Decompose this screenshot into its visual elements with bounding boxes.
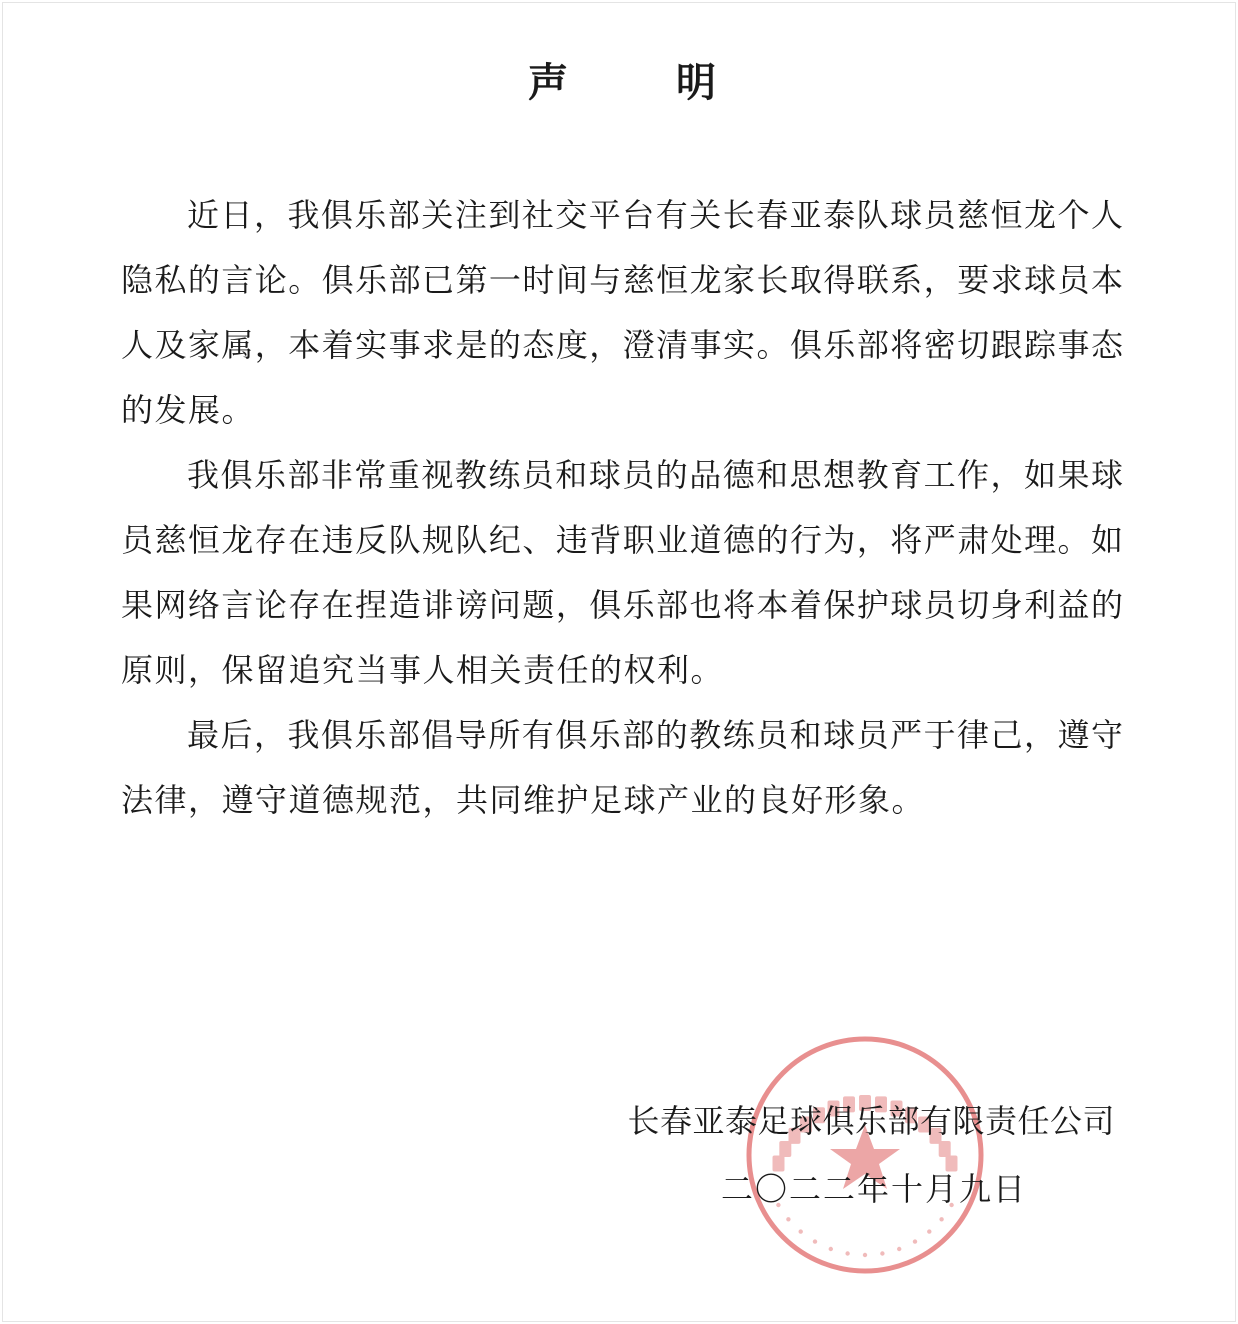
text-line: 我俱乐部非常重视教练员和球员的品德和思想教育工作，如果球 (187, 456, 1123, 494)
seal-number-mark (913, 1239, 917, 1243)
signature-date: 二〇二二年十月九日 (721, 1170, 1028, 1208)
paragraph-2 (121, 445, 1123, 705)
seal-number-mark (939, 1217, 943, 1221)
paragraph-1 (121, 185, 1123, 445)
text-line: 法律，遵守道德规范，共同维护足球产业的良好形象。 (121, 781, 926, 819)
seal-number-mark (786, 1217, 790, 1221)
document-body (121, 185, 1123, 835)
text-line: 隐私的言论。俱乐部已第一时间与慈恒龙家长取得联系，要求球员本 (121, 261, 1123, 299)
company-seal-stamp (743, 1033, 988, 1278)
text-line: 的发展。 (121, 391, 256, 429)
seal-number-mark (845, 1251, 849, 1255)
seal-number-mark (927, 1229, 931, 1233)
text-line: 最后，我俱乐部倡导所有俱乐部的教练员和球员严于律己，遵守 (187, 716, 1123, 754)
text-line: 近日，我俱乐部关注到社交平台有关长春亚泰队球员慈恒龙个人 (187, 196, 1123, 234)
text-line: 原则，保留追究当事人相关责任的权利。 (121, 651, 725, 689)
seal-number-mark (897, 1247, 901, 1251)
text-line: 人及家属，本着实事求是的态度，澄清事实。俱乐部将密切跟踪事态 (121, 326, 1123, 364)
text-line: 果网络言论存在捏造诽谤问题，俱乐部也将本着保护球员切身利益的 (121, 586, 1123, 624)
text-line: 员慈恒龙存在违反队规队纪、违背职业道德的行为，将严肃处理。如 (121, 521, 1123, 559)
seal-number-mark (863, 1253, 867, 1257)
seal-number-mark (829, 1247, 833, 1251)
signature-company: 长春亚泰足球俱乐部有限责任公司 (627, 1102, 1115, 1140)
document-title: 声 明 (528, 59, 750, 106)
seal-number-mark (799, 1229, 803, 1233)
document-page (2, 2, 1236, 1322)
seal-number-mark (813, 1239, 817, 1243)
paragraph-3 (121, 705, 1123, 835)
seal-number-mark (880, 1251, 884, 1255)
